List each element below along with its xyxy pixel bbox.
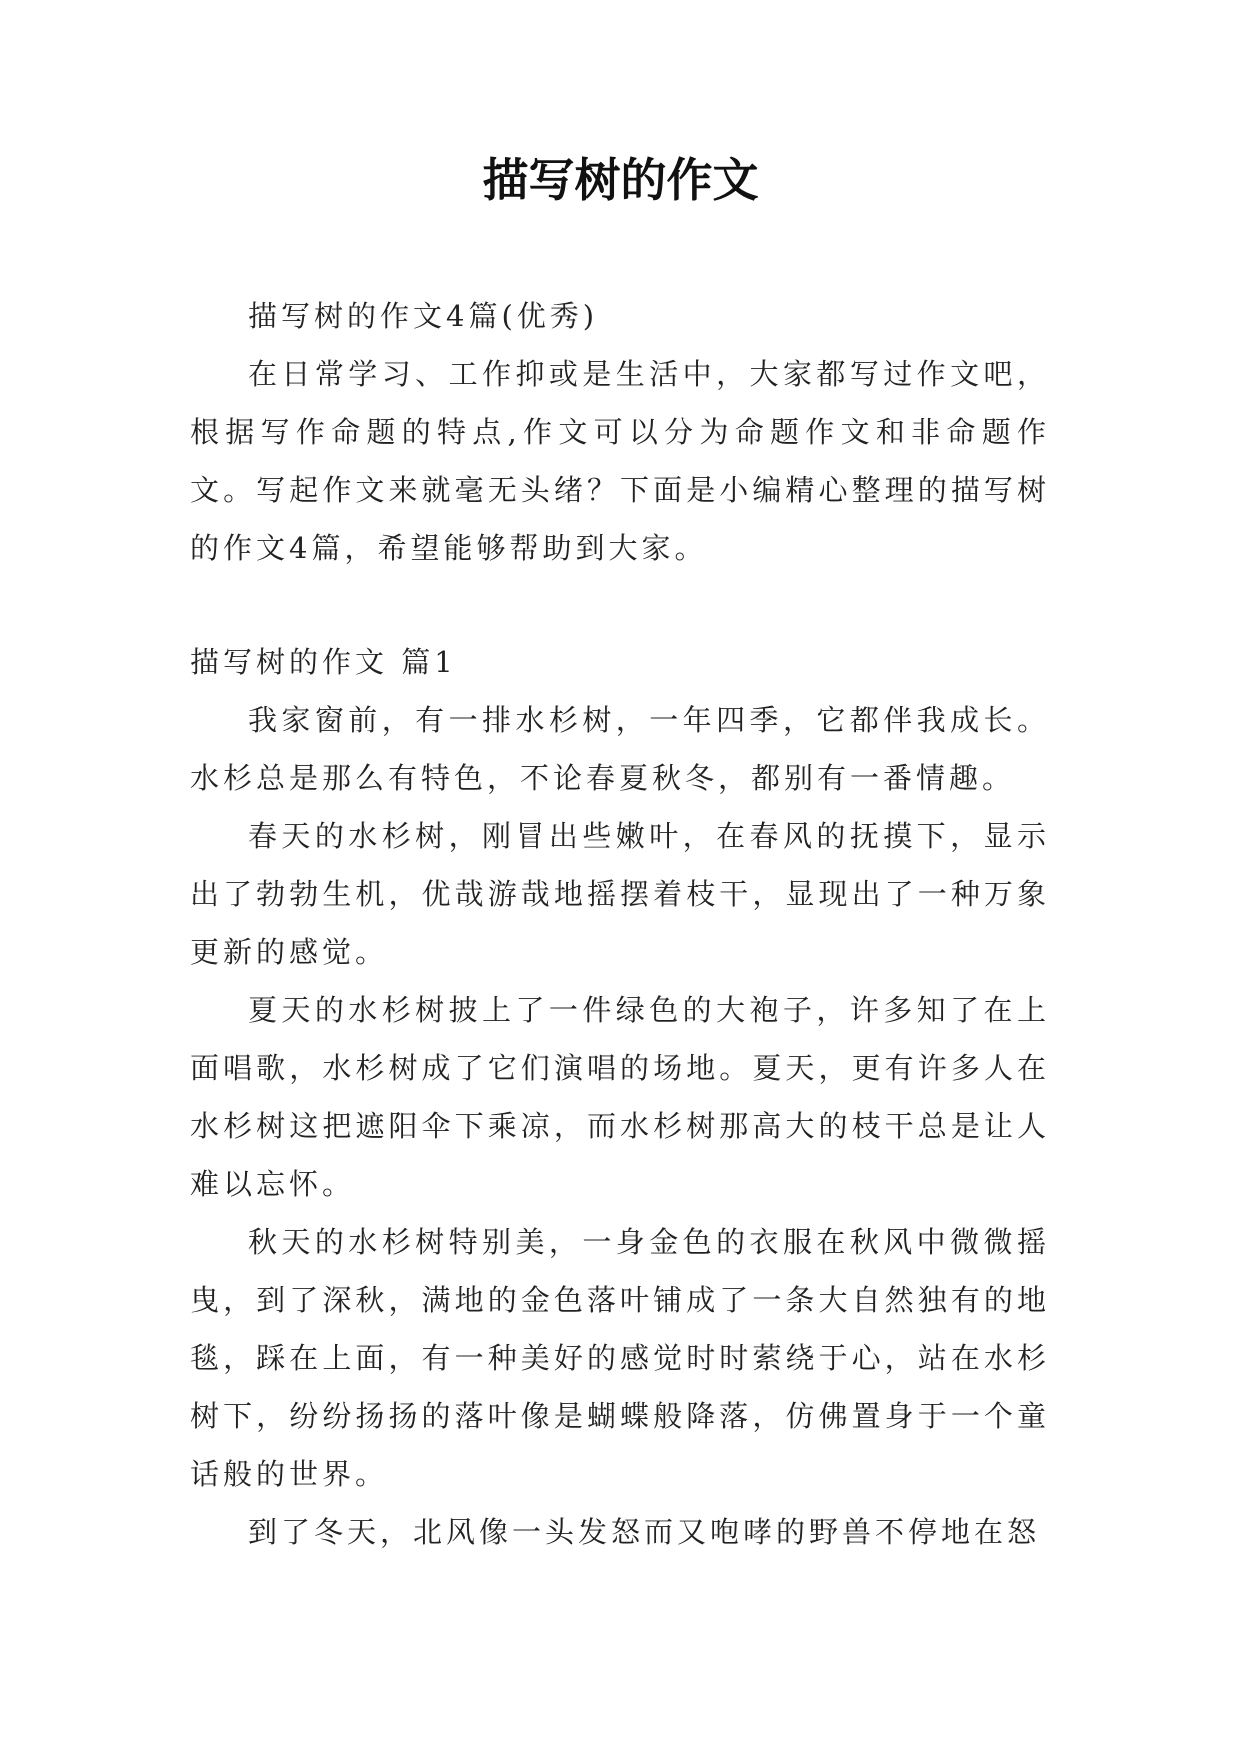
- body-paragraph: 夏天的水杉树披上了一件绿色的大袍子，许多知了在上面唱歌，水杉树成了它们演唱的场地。夏天，更有许多人在水杉树这把遮阳伞下乘凉，而水杉树那高大的枝干总是让人难以忘怀。: [190, 993, 1050, 1201]
- body-paragraph: 秋天的水杉树特别美，一身金色的衣服在秋风中微微摇曳，到了深秋，满地的金色落叶铺成了一条大自然独有的地毯，踩在上面，有一种美好的感觉时时萦绕于心，站在水杉树下，纷纷扬扬的落叶像是蝴蝶般降落，仿佛置身于一个童话般的世界。: [190, 1225, 1050, 1491]
- document-title: 描写树的作文: [482, 153, 759, 207]
- body-paragraph: 春天的水杉树，刚冒出些嫩叶，在春风的抚摸下，显示出了勃勃生机，优哉游哉地摇摆着枝干，显现出了一种万象更新的感觉。: [190, 819, 1050, 969]
- document-body: [190, 287, 1050, 1561]
- intro-paragraph: 在日常学习、工作抑或是生活中，大家都写过作文吧，根据写作命题的特点,作文可以分为命题作文和非命题作文。写起作文来就毫无头绪？下面是小编精心整理的描写树的作文4篇，希望能够帮助到大家。: [190, 357, 1050, 565]
- body-paragraph: 到了冬天，北风像一头发怒而又咆哮的野兽不停地在怒: [248, 1515, 1041, 1549]
- spacer: [190, 577, 1050, 633]
- body-paragraph: 我家窗前，有一排水杉树，一年四季，它都伴我成长。水杉总是那么有特色，不论春夏秋冬，都别有一番情趣。: [190, 703, 1050, 795]
- subtitle-paragraph: 描写树的作文4篇(优秀): [248, 299, 599, 333]
- section-heading: 描写树的作文 篇1: [190, 645, 457, 679]
